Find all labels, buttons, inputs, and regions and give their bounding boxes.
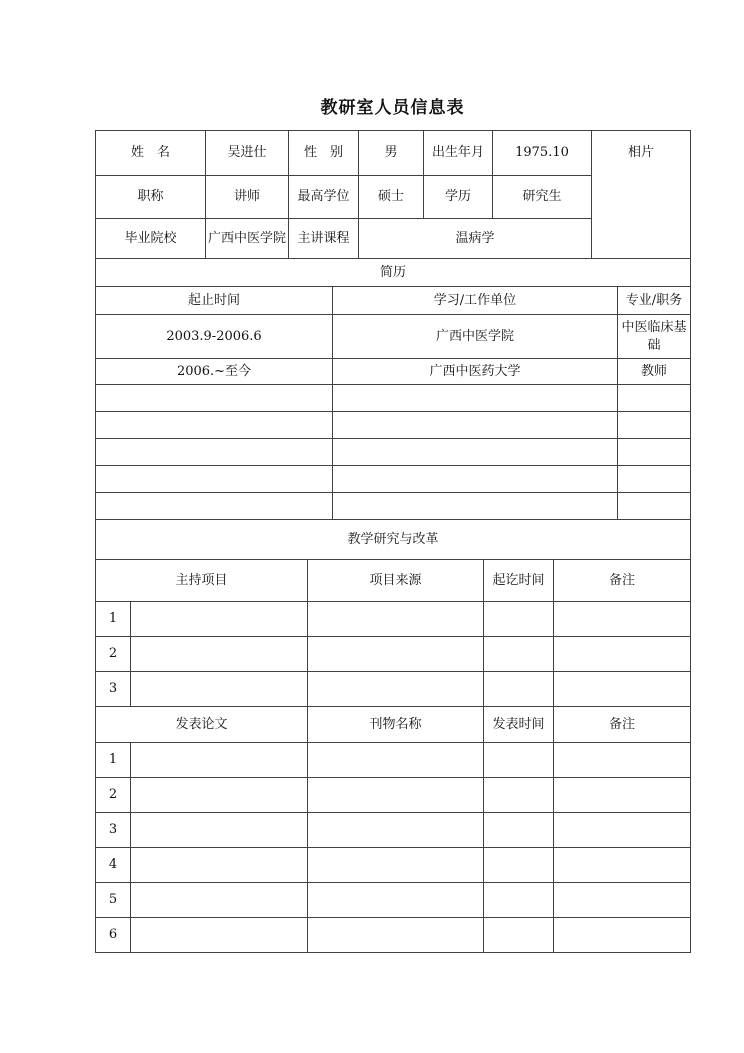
resume-period[interactable] bbox=[96, 493, 333, 520]
pub-date[interactable] bbox=[484, 918, 554, 953]
tr-project[interactable] bbox=[131, 672, 308, 707]
pub-date[interactable] bbox=[484, 778, 554, 813]
pub-header-date: 发表时间 bbox=[484, 707, 554, 743]
education-value[interactable]: 研究生 bbox=[493, 176, 592, 219]
pub-paper[interactable] bbox=[131, 918, 308, 953]
pub-journal[interactable] bbox=[308, 918, 484, 953]
resume-organization[interactable] bbox=[333, 385, 618, 412]
teaching-research-row bbox=[96, 637, 691, 672]
resume-major[interactable]: 中医临床基础 bbox=[618, 315, 691, 359]
publication-row bbox=[96, 883, 691, 918]
teaching-research-row bbox=[96, 602, 691, 637]
tr-project[interactable] bbox=[131, 602, 308, 637]
publications-header-row bbox=[96, 707, 691, 743]
pub-note[interactable] bbox=[554, 883, 691, 918]
tr-source[interactable] bbox=[308, 602, 484, 637]
resume-row bbox=[96, 385, 691, 412]
teaching-research-header-row bbox=[96, 560, 691, 602]
pub-note[interactable] bbox=[554, 848, 691, 883]
pub-note[interactable] bbox=[554, 918, 691, 953]
pub-journal[interactable] bbox=[308, 743, 484, 778]
pub-paper[interactable] bbox=[131, 778, 308, 813]
gender-value[interactable]: 男 bbox=[359, 131, 424, 176]
pub-header-note: 备注 bbox=[554, 707, 691, 743]
tr-project[interactable] bbox=[131, 637, 308, 672]
resume-row bbox=[96, 493, 691, 520]
resume-period[interactable]: 2003.9-2006.6 bbox=[96, 315, 333, 359]
resume-section bbox=[96, 259, 691, 287]
tr-period[interactable] bbox=[484, 602, 554, 637]
pub-journal[interactable] bbox=[308, 883, 484, 918]
resume-major[interactable]: 教师 bbox=[618, 359, 691, 385]
school-label: 毕业院校 bbox=[96, 219, 206, 259]
pub-date[interactable] bbox=[484, 743, 554, 778]
pub-journal[interactable] bbox=[308, 778, 484, 813]
resume-period[interactable]: 2006.~至今 bbox=[96, 359, 333, 385]
row-number: 3 bbox=[96, 672, 131, 707]
pub-note[interactable] bbox=[554, 743, 691, 778]
publication-row bbox=[96, 918, 691, 953]
tr-header-project: 主持项目 bbox=[96, 560, 308, 602]
resume-organization[interactable]: 广西中医药大学 bbox=[333, 359, 618, 385]
resume-period[interactable] bbox=[96, 412, 333, 439]
course-label: 主讲课程 bbox=[289, 219, 359, 259]
resume-header-major: 专业/职务 bbox=[618, 287, 691, 315]
row-number: 1 bbox=[96, 743, 131, 778]
tr-period[interactable] bbox=[484, 637, 554, 672]
resume-organization[interactable] bbox=[333, 439, 618, 466]
publication-row bbox=[96, 848, 691, 883]
photo-placeholder[interactable]: 相片 bbox=[592, 131, 691, 259]
pub-journal[interactable] bbox=[308, 848, 484, 883]
pub-paper[interactable] bbox=[131, 743, 308, 778]
pub-paper[interactable] bbox=[131, 848, 308, 883]
resume-header-row bbox=[96, 287, 691, 315]
tr-note[interactable] bbox=[554, 637, 691, 672]
pub-date[interactable] bbox=[484, 883, 554, 918]
tr-note[interactable] bbox=[554, 602, 691, 637]
pub-note[interactable] bbox=[554, 778, 691, 813]
pub-paper[interactable] bbox=[131, 813, 308, 848]
personnel-info-table bbox=[95, 130, 691, 953]
jobtitle-label: 职称 bbox=[96, 176, 206, 219]
degree-label: 最高学位 bbox=[289, 176, 359, 219]
resume-row bbox=[96, 315, 691, 359]
course-value[interactable]: 温病学 bbox=[359, 219, 592, 259]
row-number: 1 bbox=[96, 602, 131, 637]
publication-row bbox=[96, 743, 691, 778]
resume-organization[interactable] bbox=[333, 493, 618, 520]
jobtitle-value[interactable]: 讲师 bbox=[206, 176, 289, 219]
resume-organization[interactable] bbox=[333, 412, 618, 439]
resume-major[interactable] bbox=[618, 412, 691, 439]
resume-organization[interactable]: 广西中医学院 bbox=[333, 315, 618, 359]
teaching-research-section-title: 教学研究与改革 bbox=[96, 520, 691, 560]
publication-row bbox=[96, 813, 691, 848]
resume-major[interactable] bbox=[618, 466, 691, 493]
page-title: 教研室人员信息表 bbox=[320, 98, 465, 118]
resume-period[interactable] bbox=[96, 385, 333, 412]
row-number: 6 bbox=[96, 918, 131, 953]
pub-paper[interactable] bbox=[131, 883, 308, 918]
school-value[interactable]: 广西中医学院 bbox=[206, 219, 289, 259]
pub-header-journal: 刊物名称 bbox=[308, 707, 484, 743]
resume-header-organization: 学习/工作单位 bbox=[333, 287, 618, 315]
resume-section-title: 简历 bbox=[96, 259, 691, 287]
row-number: 3 bbox=[96, 813, 131, 848]
row-number: 5 bbox=[96, 883, 131, 918]
teaching-research-section bbox=[96, 520, 691, 560]
resume-period[interactable] bbox=[96, 466, 333, 493]
resume-organization[interactable] bbox=[333, 466, 618, 493]
resume-row bbox=[96, 439, 691, 466]
resume-row bbox=[96, 412, 691, 439]
basic-info-section bbox=[96, 131, 691, 259]
publication-row bbox=[96, 778, 691, 813]
resume-major[interactable] bbox=[618, 385, 691, 412]
pub-date[interactable] bbox=[484, 813, 554, 848]
tr-header-note: 备注 bbox=[554, 560, 691, 602]
education-label: 学历 bbox=[424, 176, 493, 219]
tr-source[interactable] bbox=[308, 672, 484, 707]
resume-major[interactable] bbox=[618, 439, 691, 466]
birth-label: 出生年月 bbox=[424, 131, 493, 176]
gender-label: 性 别 bbox=[289, 131, 359, 176]
resume-period[interactable] bbox=[96, 439, 333, 466]
resume-row bbox=[96, 359, 691, 385]
name-value[interactable]: 吴进仕 bbox=[206, 131, 289, 176]
tr-period[interactable] bbox=[484, 672, 554, 707]
row-number: 2 bbox=[96, 778, 131, 813]
degree-value[interactable]: 硕士 bbox=[359, 176, 424, 219]
pub-journal[interactable] bbox=[308, 813, 484, 848]
resume-header-period: 起止时间 bbox=[96, 287, 333, 315]
tr-note[interactable] bbox=[554, 672, 691, 707]
pub-header-paper: 发表论文 bbox=[96, 707, 308, 743]
name-label: 姓 名 bbox=[96, 131, 206, 176]
row-number: 2 bbox=[96, 637, 131, 672]
tr-header-source: 项目来源 bbox=[308, 560, 484, 602]
pub-note[interactable] bbox=[554, 813, 691, 848]
row-number: 4 bbox=[96, 848, 131, 883]
tr-source[interactable] bbox=[308, 637, 484, 672]
pub-date[interactable] bbox=[484, 848, 554, 883]
birth-value[interactable]: 1975.10 bbox=[493, 131, 592, 176]
teaching-research-row bbox=[96, 672, 691, 707]
resume-row bbox=[96, 466, 691, 493]
tr-header-period: 起讫时间 bbox=[484, 560, 554, 602]
resume-major[interactable] bbox=[618, 493, 691, 520]
